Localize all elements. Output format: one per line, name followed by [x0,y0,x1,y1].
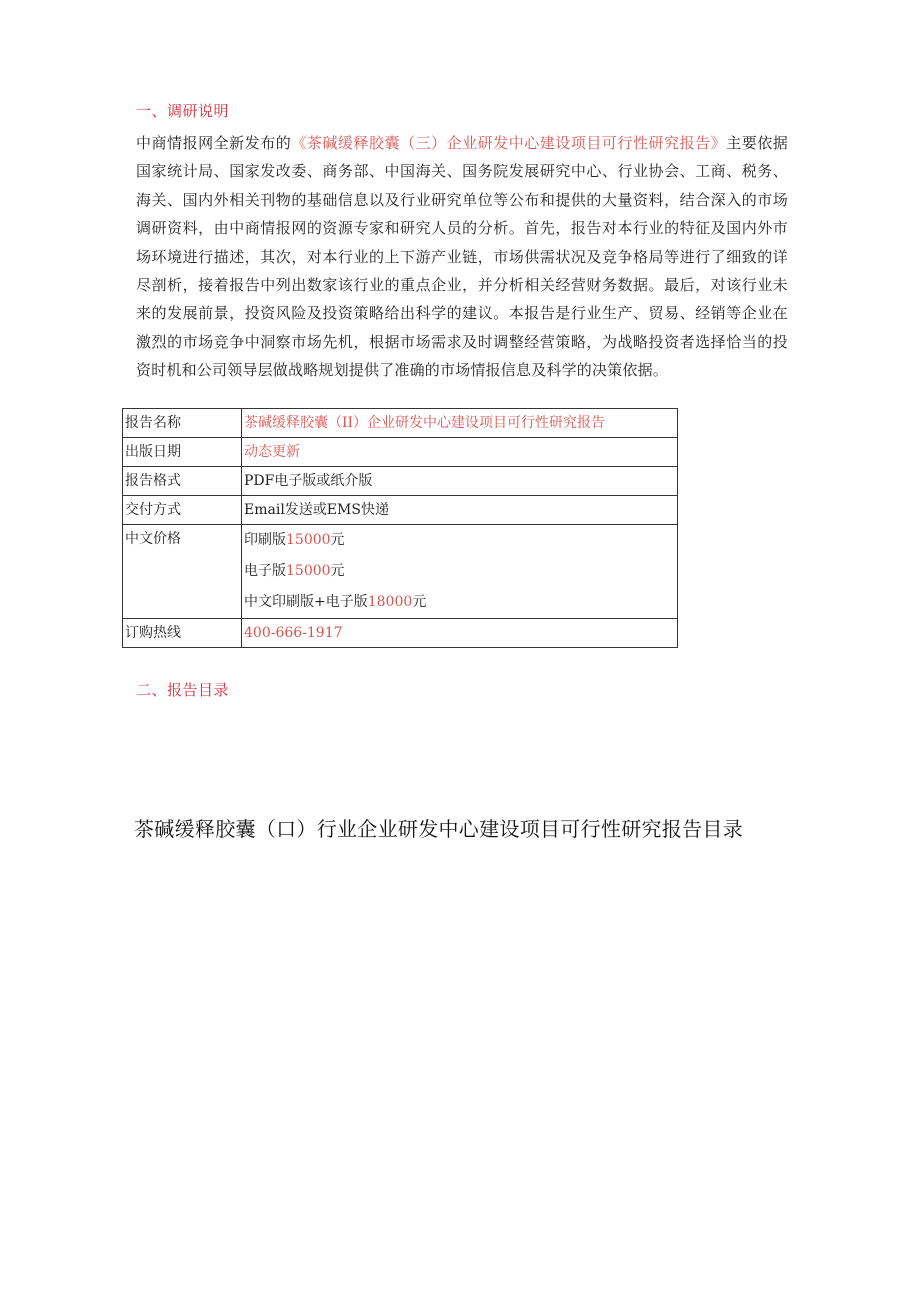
hotline-value[interactable]: 400-666-1917 [242,619,678,648]
hotline-label: 订购热线 [123,619,242,648]
intro-paragraph [136,129,788,385]
intro-report-title-link[interactable]: 《茶碱缓释胶囊（三）企业研发中心建设项目可行性研究报告》 [291,134,727,152]
toc-title: 茶碱缓释胶囊（口）行业企业研发中心建设项目可行性研究报告目录 [134,817,743,841]
price-print-label: 印刷版 [244,532,286,548]
price-combo-label: 中文印刷版+电子版 [244,594,368,610]
report-name-label: 报告名称 [123,409,242,438]
price-combo-currency: 元 [412,594,427,610]
price-combo-value: 18000 [367,594,413,610]
report-format-value: PDF电子版或纸介版 [242,467,678,496]
report-name-value: 茶碱缓释胶囊（II）企业研发中心建设项目可行性研究报告 [242,409,678,438]
report-format-label: 报告格式 [123,467,242,496]
price-electronic-line [244,556,675,587]
report-info-table [122,408,678,648]
table-row-price [123,525,678,619]
price-label: 中文价格 [123,525,242,619]
section-heading-report-contents: 二、报告目录 [136,681,230,699]
price-electronic-currency: 元 [330,563,345,579]
table-row-report-name [123,409,678,438]
price-print-value: 15000 [286,532,331,548]
table-row-delivery [123,496,678,525]
price-combo-line [244,587,675,618]
intro-body: 主要依据国家统计局、国家发改委、商务部、中国海关、国务院发展研究中心、行业协会、工商、税务、海关、国内外相关刊物的基础信息以及行业研究单位等公布和提供的大量资料，结合深入的市场调研资料，由中商情报网的资源专家和研究人员的分析。首先，报告对本行业的特征及国内外市场环境进行描述，其次，对本行业的上下游产业链，市场供需状况及竞争格局等进行了细致的详尽剖析，接着报告中列出数家该行业的重点企业，并分析相关经营财务数据。最后，对该行业未来的发展前景，投资风险及投资策略给出科学的建议。本报告是行业生产、贸易、经销等企业在激烈的市场竞争中洞察市场先机，根据市场需求及时调整经营策略，为战略投资者选择恰当的投资时机和公司领导层做战略规划提供了准确的市场情报信息及科学的决策依据。 [136,134,788,380]
table-row-publish-date [123,438,678,467]
price-electronic-value: 15000 [286,563,331,579]
price-values [242,525,678,619]
table-row-hotline [123,619,678,648]
price-print-currency: 元 [330,532,345,548]
price-print-line [244,525,675,556]
delivery-value: Email发送或EMS快递 [242,496,678,525]
intro-prefix: 中商情报网全新发布的 [136,134,292,152]
price-electronic-label: 电子版 [244,563,286,579]
table-row-report-format [123,467,678,496]
publish-date-value: 动态更新 [242,438,678,467]
section-heading-research-notes: 一、调研说明 [136,102,230,120]
publish-date-label: 出版日期 [123,438,242,467]
delivery-label: 交付方式 [123,496,242,525]
